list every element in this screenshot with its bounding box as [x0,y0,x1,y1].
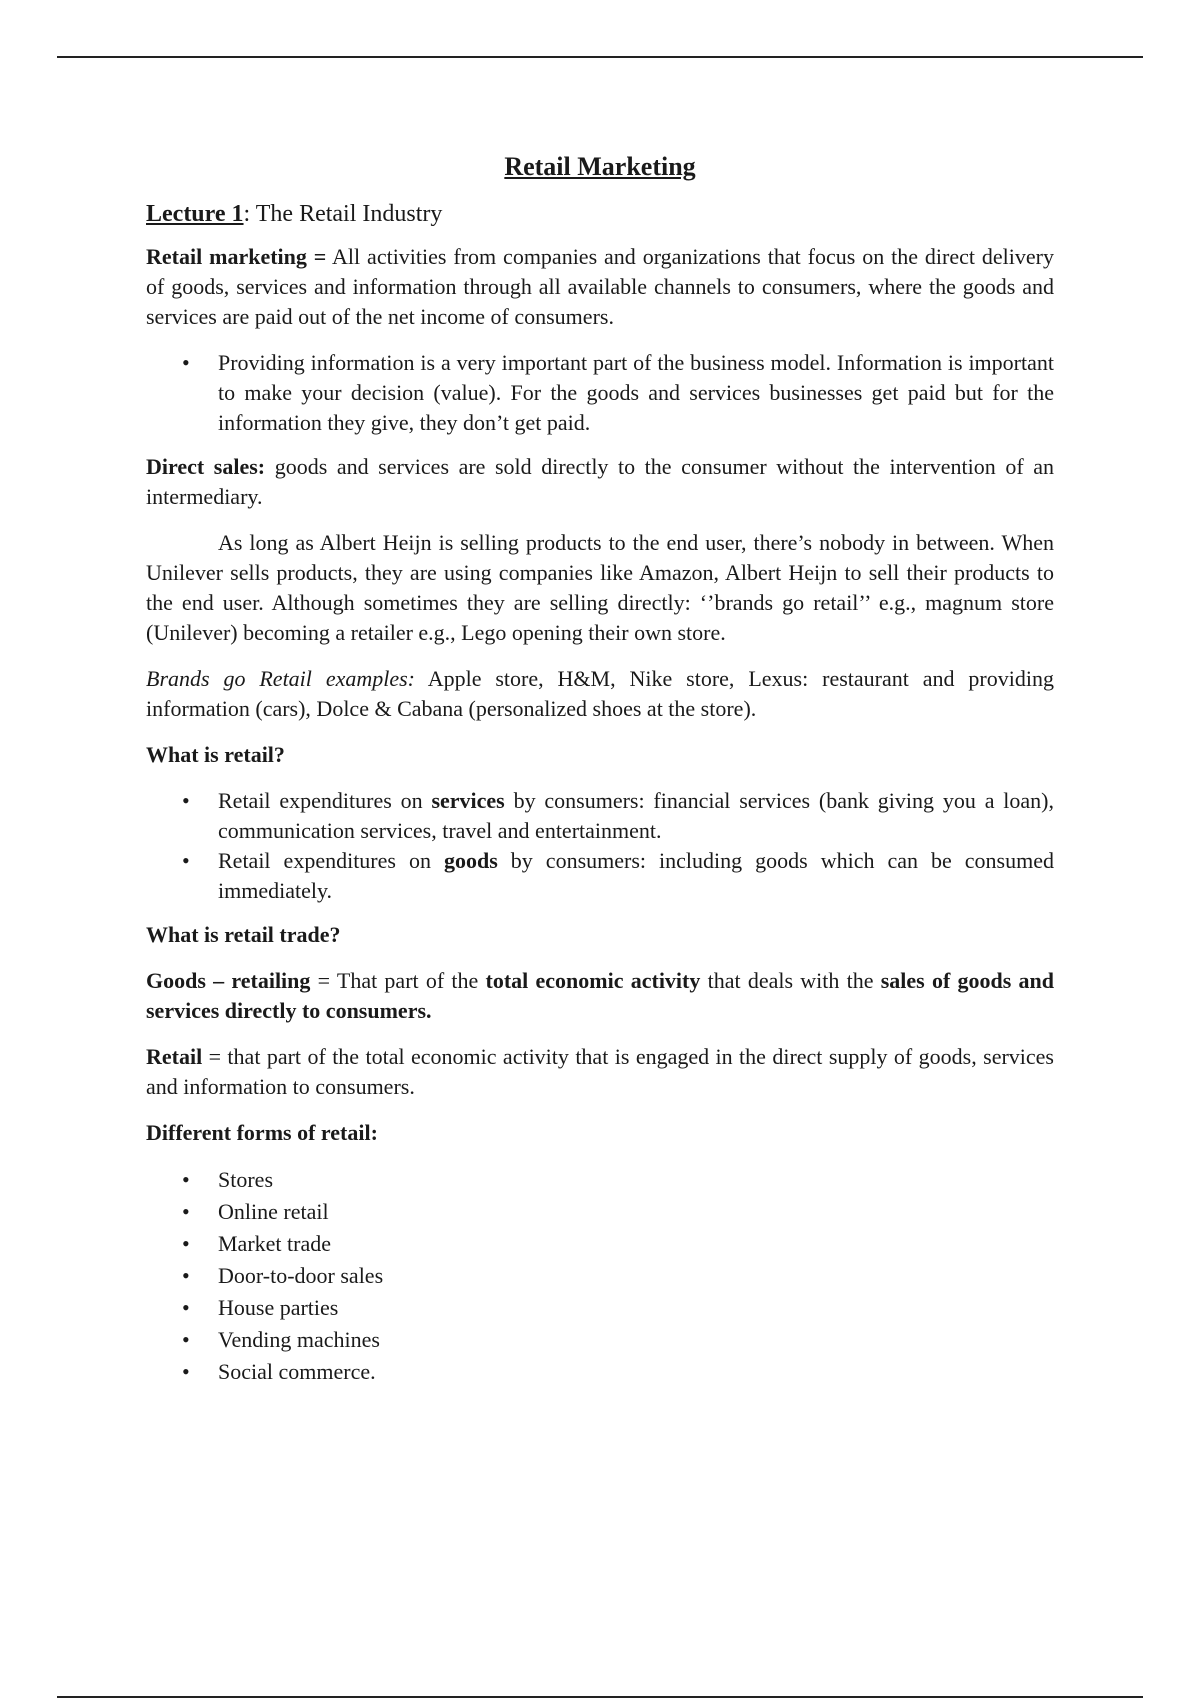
retail-term: Retail [146,1044,203,1069]
bottom-rule [57,1696,1143,1698]
list-item: • Online retail [146,1196,1054,1228]
definition-term: Retail marketing = [146,244,327,269]
page-title: Retail Marketing [504,152,696,181]
definition-bold: total economic activity [485,968,701,993]
list-item: • House parties [146,1292,1054,1324]
lecture-label: Lecture 1 [146,201,244,227]
definition-text: that deals with the [700,968,881,993]
item-text: Retail expenditures on [218,848,444,873]
list-item: • Vending machines [146,1324,1054,1356]
list-item [146,846,1054,906]
item-bold: goods [443,848,498,873]
brands-examples-text: Apple store, H&M, Nike store, Lexus: restaurant and providing information (cars), Dolce & Cabana (personalized shoes at the store). [146,666,1054,721]
brands-examples [146,664,1054,724]
lecture-topic: : The Retail Industry [243,201,443,227]
definition-text: = That part of the [310,968,486,993]
item-text: by consumers: including goods which can be consumed immediately. [218,848,1054,903]
list-item: • Stores [146,1164,1054,1196]
what-is-retail-trade-heading: What is retail trade? [146,922,341,947]
retail-text: = that part of the total economic activity that is engaged in the direct supply of goods, services and information to consumers. [146,1044,1054,1099]
list-item: • Providing information is a very important part of the business model. Information is important to make your decision (value). For the goods and services businesses get paid but for the information they give, they don’t get paid. [146,348,1054,438]
direct-sales-definition [146,452,1054,512]
direct-sales-term: Direct sales: [146,454,266,479]
list-item [146,786,1054,846]
retail-definition [146,1042,1054,1102]
what-is-retail-heading: What is retail? [146,742,285,767]
list-item: • Door-to-door sales [146,1260,1054,1292]
what-is-retail-list [146,786,1054,906]
direct-sales-text: goods and services are sold directly to the consumer without the intervention of an intermediary. [146,454,1054,509]
lecture-heading [146,198,1054,230]
item-text: Retail expenditures on [218,788,432,813]
item-text: by consumers: financial services (bank giving you a loan), communication services, travel and entertainment. [218,788,1054,843]
goods-retailing-definition [146,966,1054,1026]
document-page [146,150,1054,1402]
list-item: • Market trade [146,1228,1054,1260]
definition-text: All activities from companies and organizations that focus on the direct delivery of goods, services and information through all available channels to consumers, where the goods and services are paid out of the net income of consumers. [146,244,1054,329]
retail-marketing-definition [146,242,1054,332]
item-bold: services [431,788,505,813]
forms-of-retail-list [146,1164,1054,1388]
list-item: • Social commerce. [146,1356,1054,1388]
goods-retailing-term: Goods – retailing [146,968,311,993]
top-rule [57,56,1143,58]
forms-of-retail-heading: Different forms of retail: [146,1120,378,1145]
brands-examples-label: Brands go Retail examples: [146,666,415,691]
definition-bold: sales of goods and services directly to consumers. [146,968,1055,1023]
info-bullet-list [146,348,1054,438]
albert-heijn-paragraph: As long as Albert Heijn is selling products to the end user, there’s nobody in between. When Unilever sells products, they are using companies like Amazon, Albert Heijn to sell their products to the end user. Although sometimes they are selling directly: ‘’brands go retail’’ e.g., magnum store (Unilever) becoming a retailer e.g., Lego opening their own store. [146,530,1054,645]
